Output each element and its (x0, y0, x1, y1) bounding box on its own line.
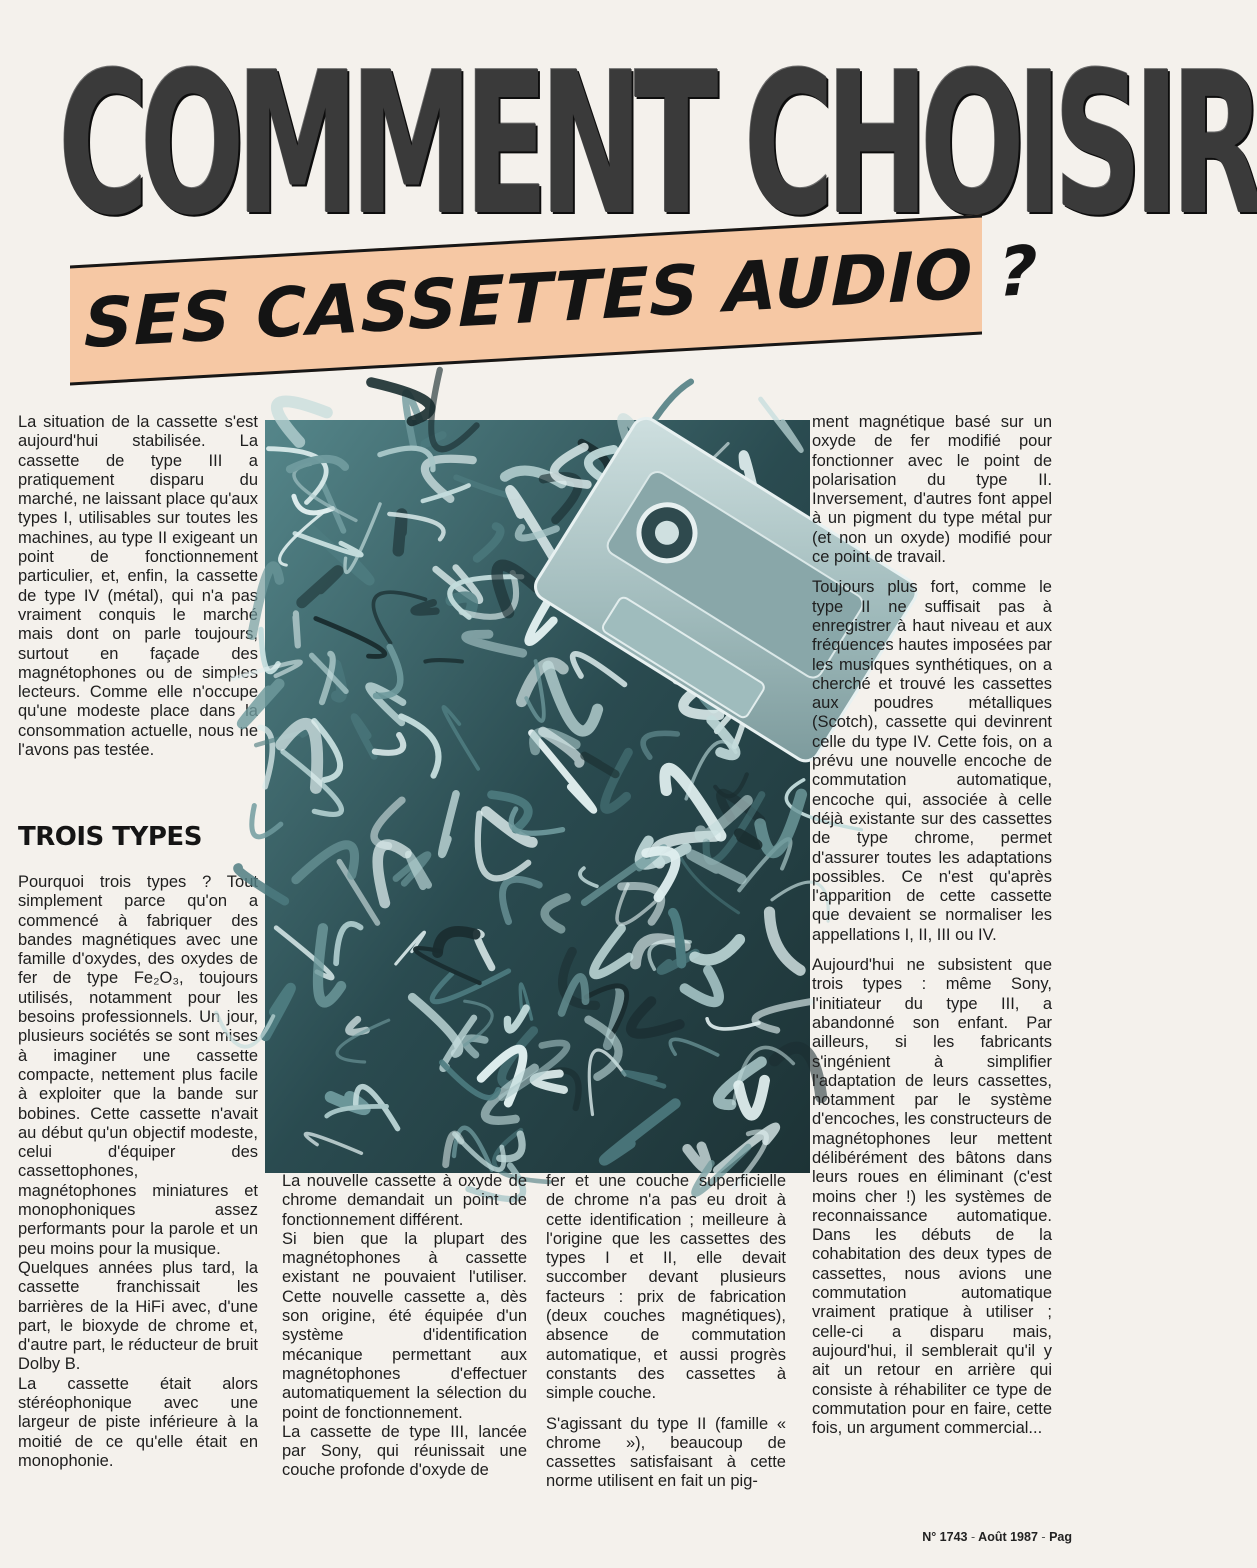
column-3 (546, 1172, 786, 1492)
tape-ribbon (296, 613, 298, 645)
separator: - (1041, 1530, 1046, 1544)
issue-number: N° 1743 (922, 1530, 968, 1544)
paragraph: La cassette était alors stéréophonique avec une largeur de piste inférieure à la moitié de ce qu'elle était en monophonie. (18, 1374, 258, 1470)
column-1 (18, 873, 258, 1471)
issue-date: Août 1987 (978, 1530, 1038, 1544)
section-heading: TROIS TYPES (18, 822, 202, 852)
paragraph: fer et une couche superficielle de chrome n'a pas eu droit à cette identification ; meilleure à l'origine que les cassettes des types I et II, elle devait succomber devant plusieurs facteurs : prix de fabrication (deux couches magnétiques), absence de commutation automatique, et aussi progrès constants des cassettes à simple couche. (546, 1172, 786, 1403)
paragraph: La cassette de type III, lancée par Sony, qui réunissait une couche profonde d'oxyde de (282, 1422, 527, 1480)
column-2 (282, 1172, 527, 1481)
column-intro (18, 413, 258, 760)
paragraph: Si bien que la plupart des magnétophones à cassette existant ne pouvaient l'utiliser. Cette nouvelle cassette a, dès son origine, été équipée d'un système d'identification mécanique permettant aux magnétophones d'effectuer automatiquement la sélection du point de fonctionnement. (282, 1229, 527, 1422)
page-label: Pag (1049, 1530, 1072, 1544)
cassette-tape-photo (265, 420, 810, 1173)
paragraph: La nouvelle cassette à oxyde de chrome demandait un point de fonctionnement différent. (282, 1172, 527, 1229)
tape-ribbon (425, 660, 462, 661)
separator: - (970, 1530, 976, 1544)
paragraph: Toujours plus fort, comme le type II ne suffisait pas à enregistrer à haut niveau et aux fréquences hautes imposées par les musiques synthétiques, on a cherché et trouvé les cassettes aux poudres métalliques (Scotch), cassette qui devinrent celle du type IV. Cette fois, on a prévu une nouvelle encoche de commutation automatique, encoche qui, associée à celle déjà existante sur des cassettes de type chrome, permet d'assurer toutes les adaptations possibles. Ce n'est qu'après l'apparition de cette cassette que devaient se normaliser les appellations I, II, III ou IV. (812, 578, 1052, 944)
tape-ribbon (371, 382, 430, 421)
paragraph: Aujourd'hui ne subsistent que trois types : même Sony, l'initiateur du type III, a abandonné son enfant. Par ailleurs, si les fabricants s'ingénient à simplifier l'adaptation de leurs cassettes, notamment par le système d'encoches, les constructeurs de magnétophones leur mettent délibérément des bâtons dans leurs roues en éliminant (c'est moins cher !) les systèmes de reconnaissance automatique. Dans les débuts de la cohabitation des deux types de cassettes, nous avions une commutation automatique vraiment pratique à utiliser ; celle-ci a disparu mais, aujourd'hui, il semblerait qu'il y ait un retour en arrière qui consiste à réhabiliter ce type de commutation pour en faire, cette fois, un argument commercial... (812, 956, 1052, 1438)
intro-paragraph: La situation de la cassette s'est aujourd'hui stabilisée. La cassette de type III a pratiquement disparu du marché, ne laissant place qu'aux types I, utilisables sur toutes les machines, au type II exigeant un point de fonctionnement particulier, et, enfin, la cassette de type IV (métal), qui n'a pas vraiment conquis le marché mais dont on parle toujours, surtout en façade des magnétophones ou de simples lecteurs. Comme elle n'occupe qu'une modeste place dans la consommation actuelle, nous ne l'avons pas testée. (18, 413, 258, 760)
headline-title: COMMENT CHOISIR (58, 31, 1257, 259)
tape-photo-illustration (265, 420, 810, 1173)
column-4 (812, 413, 1052, 1438)
page-footer (922, 1530, 1072, 1544)
paragraph: S'agissant du type II (famille « chrome »), beaucoup de cassettes satisfaisant à cette norme utilisent en fait un pig- (546, 1414, 786, 1491)
headline-subtitle: SES CASSETTES AUDIO ? (84, 231, 1039, 365)
paragraph: Pourquoi trois types ? Tout simplement parce qu'on a commencé à fabriquer des bandes magnétiques avec une famille d'oxydes, des oxydes de fer de type Fe₂O₃, toujours utilisés, notamment pour les besoins professionnels. Un jour, plusieurs sociétés se sont mises à imaginer une cassette compacte, nettement plus facile à exploiter que la bande sur bobines. Cette cassette n'avait au début qu'un objectif modeste, celui d'équiper des cassettophones, magnétophones miniatures et monophoniques assez performants pour la parole et un peu moins pour la musique. (18, 873, 258, 1258)
tape-ribbon (398, 514, 402, 551)
paragraph: ment magnétique basé sur un oxyde de fer modifié pour fonctionner avec le point de polarisation du type II. Inversement, d'autres font appel à un pigment du type métal pur (et non un oxyde) modifié pour ce point de travail. (812, 413, 1052, 567)
paragraph: Quelques années plus tard, la cassette franchissait les barrières de la HiFi avec, d'une part, le bioxyde de chrome et, d'autre part, le réducteur de bruit Dolby B. (18, 1258, 258, 1374)
